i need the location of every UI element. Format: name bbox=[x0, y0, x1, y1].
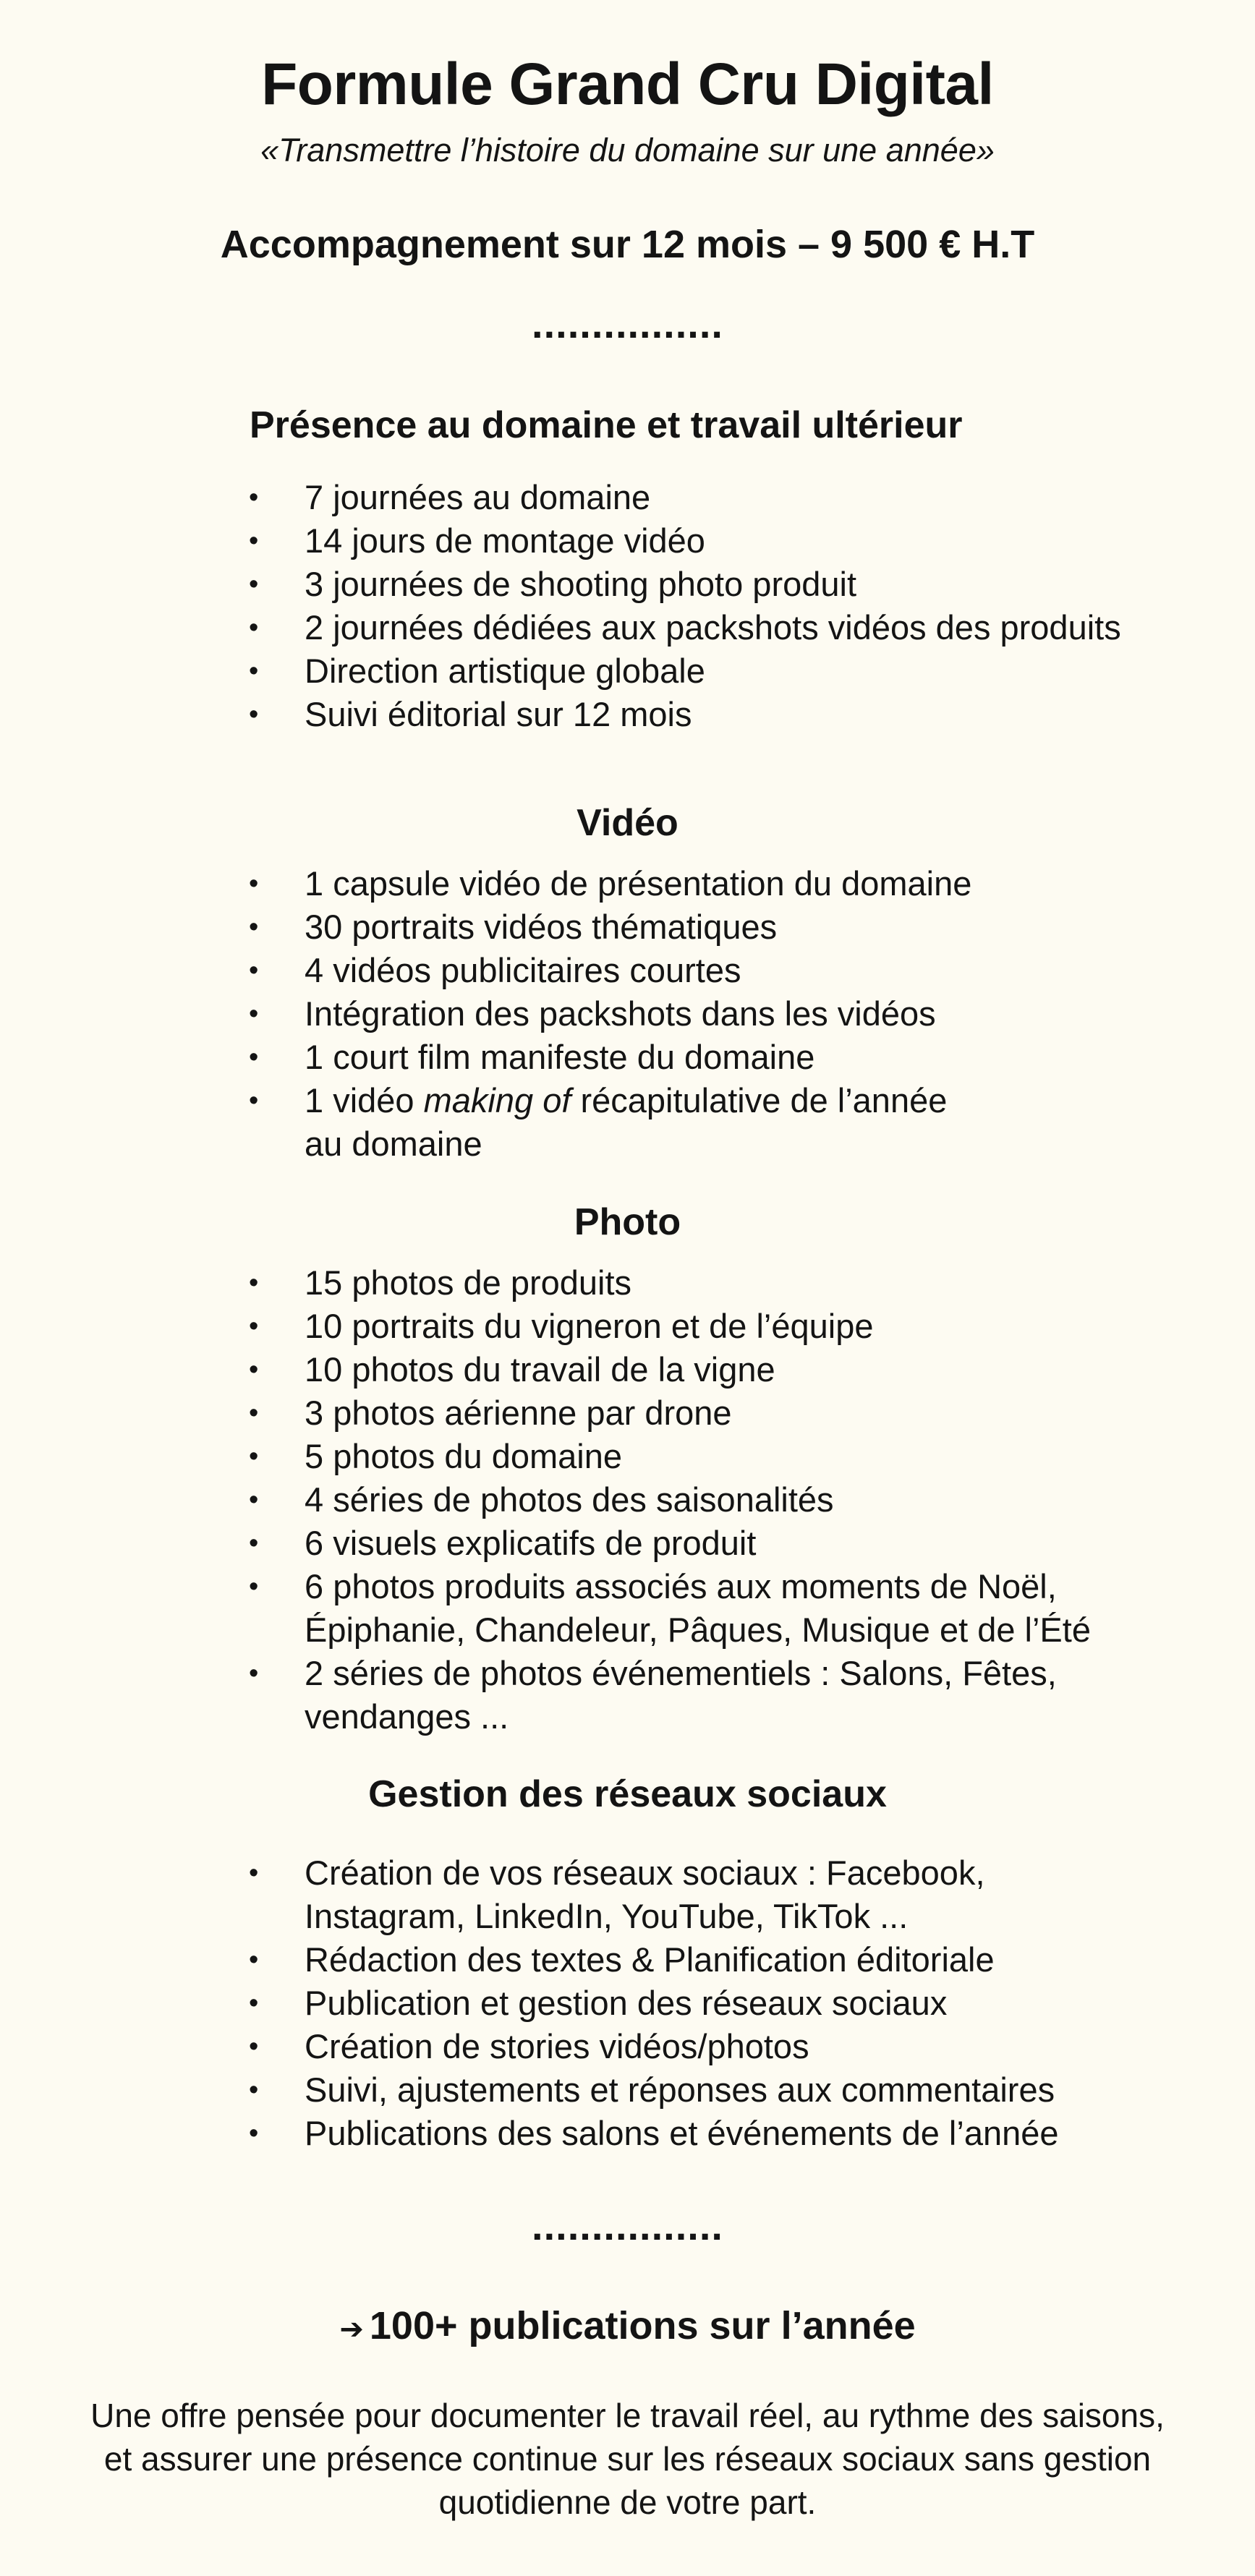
list-item: • Création de vos réseaux sociaux : Facebook, Instagram, LinkedIn, YouTube, TikTok ... bbox=[246, 1851, 1208, 1938]
dotted-separator: ................ bbox=[532, 301, 723, 346]
dotted-separator: ................ bbox=[532, 2203, 723, 2248]
bullet-icon: • bbox=[249, 526, 259, 556]
list-item: • Rédaction des textes & Planification éditoriale bbox=[246, 1938, 1208, 1982]
presence-list bbox=[246, 476, 1208, 736]
list-item: • 5 photos du domaine bbox=[246, 1435, 1208, 1478]
list-item: • 10 photos du travail de la vigne bbox=[246, 1348, 1208, 1391]
page-subtitle: «Transmettre l’histoire du domaine sur une année» bbox=[260, 132, 995, 169]
list-item: • 7 journées au domaine bbox=[246, 476, 1208, 519]
publications-highlight: ➔ 100+ publications sur l’année bbox=[339, 2304, 916, 2347]
list-item: • 4 vidéos publicitaires courtes bbox=[246, 949, 1208, 992]
list-item: • 2 journées dédiées aux packshots vidéos des produits bbox=[246, 606, 1208, 649]
list-item: • Suivi, ajustements et réponses aux commentaires bbox=[246, 2068, 1208, 2112]
list-item: • 30 portraits vidéos thématiques bbox=[246, 905, 1208, 949]
bullet-icon: • bbox=[249, 482, 259, 513]
arrow-right-icon: ➔ bbox=[339, 2313, 364, 2345]
list-item: • Création de stories vidéos/photos bbox=[246, 2025, 1208, 2068]
bullet-icon: • bbox=[249, 1311, 259, 1342]
section-heading-reseaux: Gestion des réseaux sociaux bbox=[368, 1773, 887, 1815]
making-of-emphasis: making of bbox=[423, 1081, 571, 1119]
list-item: • Publications des salons et événements de l’année bbox=[246, 2112, 1208, 2155]
bullet-icon: • bbox=[249, 1042, 259, 1072]
bullet-icon: • bbox=[249, 1988, 259, 2018]
bullet-icon: • bbox=[249, 1268, 259, 1298]
list-item: • 3 journées de shooting photo produit bbox=[246, 563, 1208, 606]
bullet-icon: • bbox=[249, 699, 259, 730]
list-item: • 4 séries de photos des saisonalités bbox=[246, 1478, 1208, 1522]
bullet-icon: • bbox=[249, 1485, 259, 1515]
bullet-icon: • bbox=[249, 1945, 259, 1975]
bullet-icon: • bbox=[249, 2075, 259, 2105]
reseaux-list bbox=[246, 1851, 1208, 2155]
list-item: • 1 capsule vidéo de présentation du domaine bbox=[246, 862, 1208, 905]
bullet-icon: • bbox=[249, 2118, 259, 2149]
list-item: • 1 vidéo making of récapitulative de l’année au domaine bbox=[246, 1079, 1208, 1166]
bullet-icon: • bbox=[249, 869, 259, 899]
list-item: • Intégration des packshots dans les vidéos bbox=[246, 992, 1208, 1036]
list-item: • Suivi éditorial sur 12 mois bbox=[246, 693, 1208, 736]
list-item: • 2 séries de photos événementiels : Salons, Fêtes, vendanges ... bbox=[246, 1652, 1208, 1739]
bullet-icon: • bbox=[249, 1528, 259, 1558]
bullet-icon: • bbox=[249, 1355, 259, 1385]
bullet-icon: • bbox=[249, 999, 259, 1029]
video-list bbox=[246, 862, 1208, 1166]
list-item: • 14 jours de montage vidéo bbox=[246, 519, 1208, 563]
bullet-icon: • bbox=[249, 1858, 259, 1888]
photo-list bbox=[246, 1261, 1208, 1739]
bullet-icon: • bbox=[249, 656, 259, 686]
list-item: • 6 photos produits associés aux moments de Noël, Épiphanie, Chandeleur, Pâques, Musique et de l’Été bbox=[246, 1565, 1208, 1652]
list-item: • 10 portraits du vigneron et de l’équipe bbox=[246, 1305, 1208, 1348]
bullet-icon: • bbox=[249, 569, 259, 600]
bullet-icon: • bbox=[249, 2031, 259, 2062]
bullet-icon: • bbox=[249, 1398, 259, 1428]
page-title: Formule Grand Cru Digital bbox=[261, 51, 994, 117]
bullet-icon: • bbox=[249, 1571, 259, 1602]
section-heading-video: Vidéo bbox=[577, 802, 678, 844]
list-item: • 3 photos aérienne par drone bbox=[246, 1391, 1208, 1435]
section-heading-photo: Photo bbox=[574, 1201, 681, 1243]
section-heading-presence: Présence au domaine et travail ultérieur bbox=[250, 404, 963, 446]
bullet-icon: • bbox=[249, 912, 259, 942]
bullet-icon: • bbox=[249, 955, 259, 986]
list-item: • 15 photos de produits bbox=[246, 1261, 1208, 1305]
closing-paragraph: Une offre pensée pour documenter le travail réel, au rythme des saisons, et assurer une présence continue sur les réseaux sociaux sans gestion quotidienne de votre part. bbox=[90, 2397, 1165, 2521]
list-item: • Publication et gestion des réseaux sociaux bbox=[246, 1982, 1208, 2025]
list-item: • 1 court film manifeste du domaine bbox=[246, 1036, 1208, 1079]
list-item: • 6 visuels explicatifs de produit bbox=[246, 1522, 1208, 1565]
bullet-icon: • bbox=[249, 1086, 259, 1116]
list-item: • Direction artistique globale bbox=[246, 649, 1208, 693]
bullet-icon: • bbox=[249, 1441, 259, 1472]
price-line: Accompagnement sur 12 mois – 9 500 € H.T bbox=[220, 223, 1035, 266]
bullet-icon: • bbox=[249, 1658, 259, 1689]
bullet-icon: • bbox=[249, 613, 259, 643]
